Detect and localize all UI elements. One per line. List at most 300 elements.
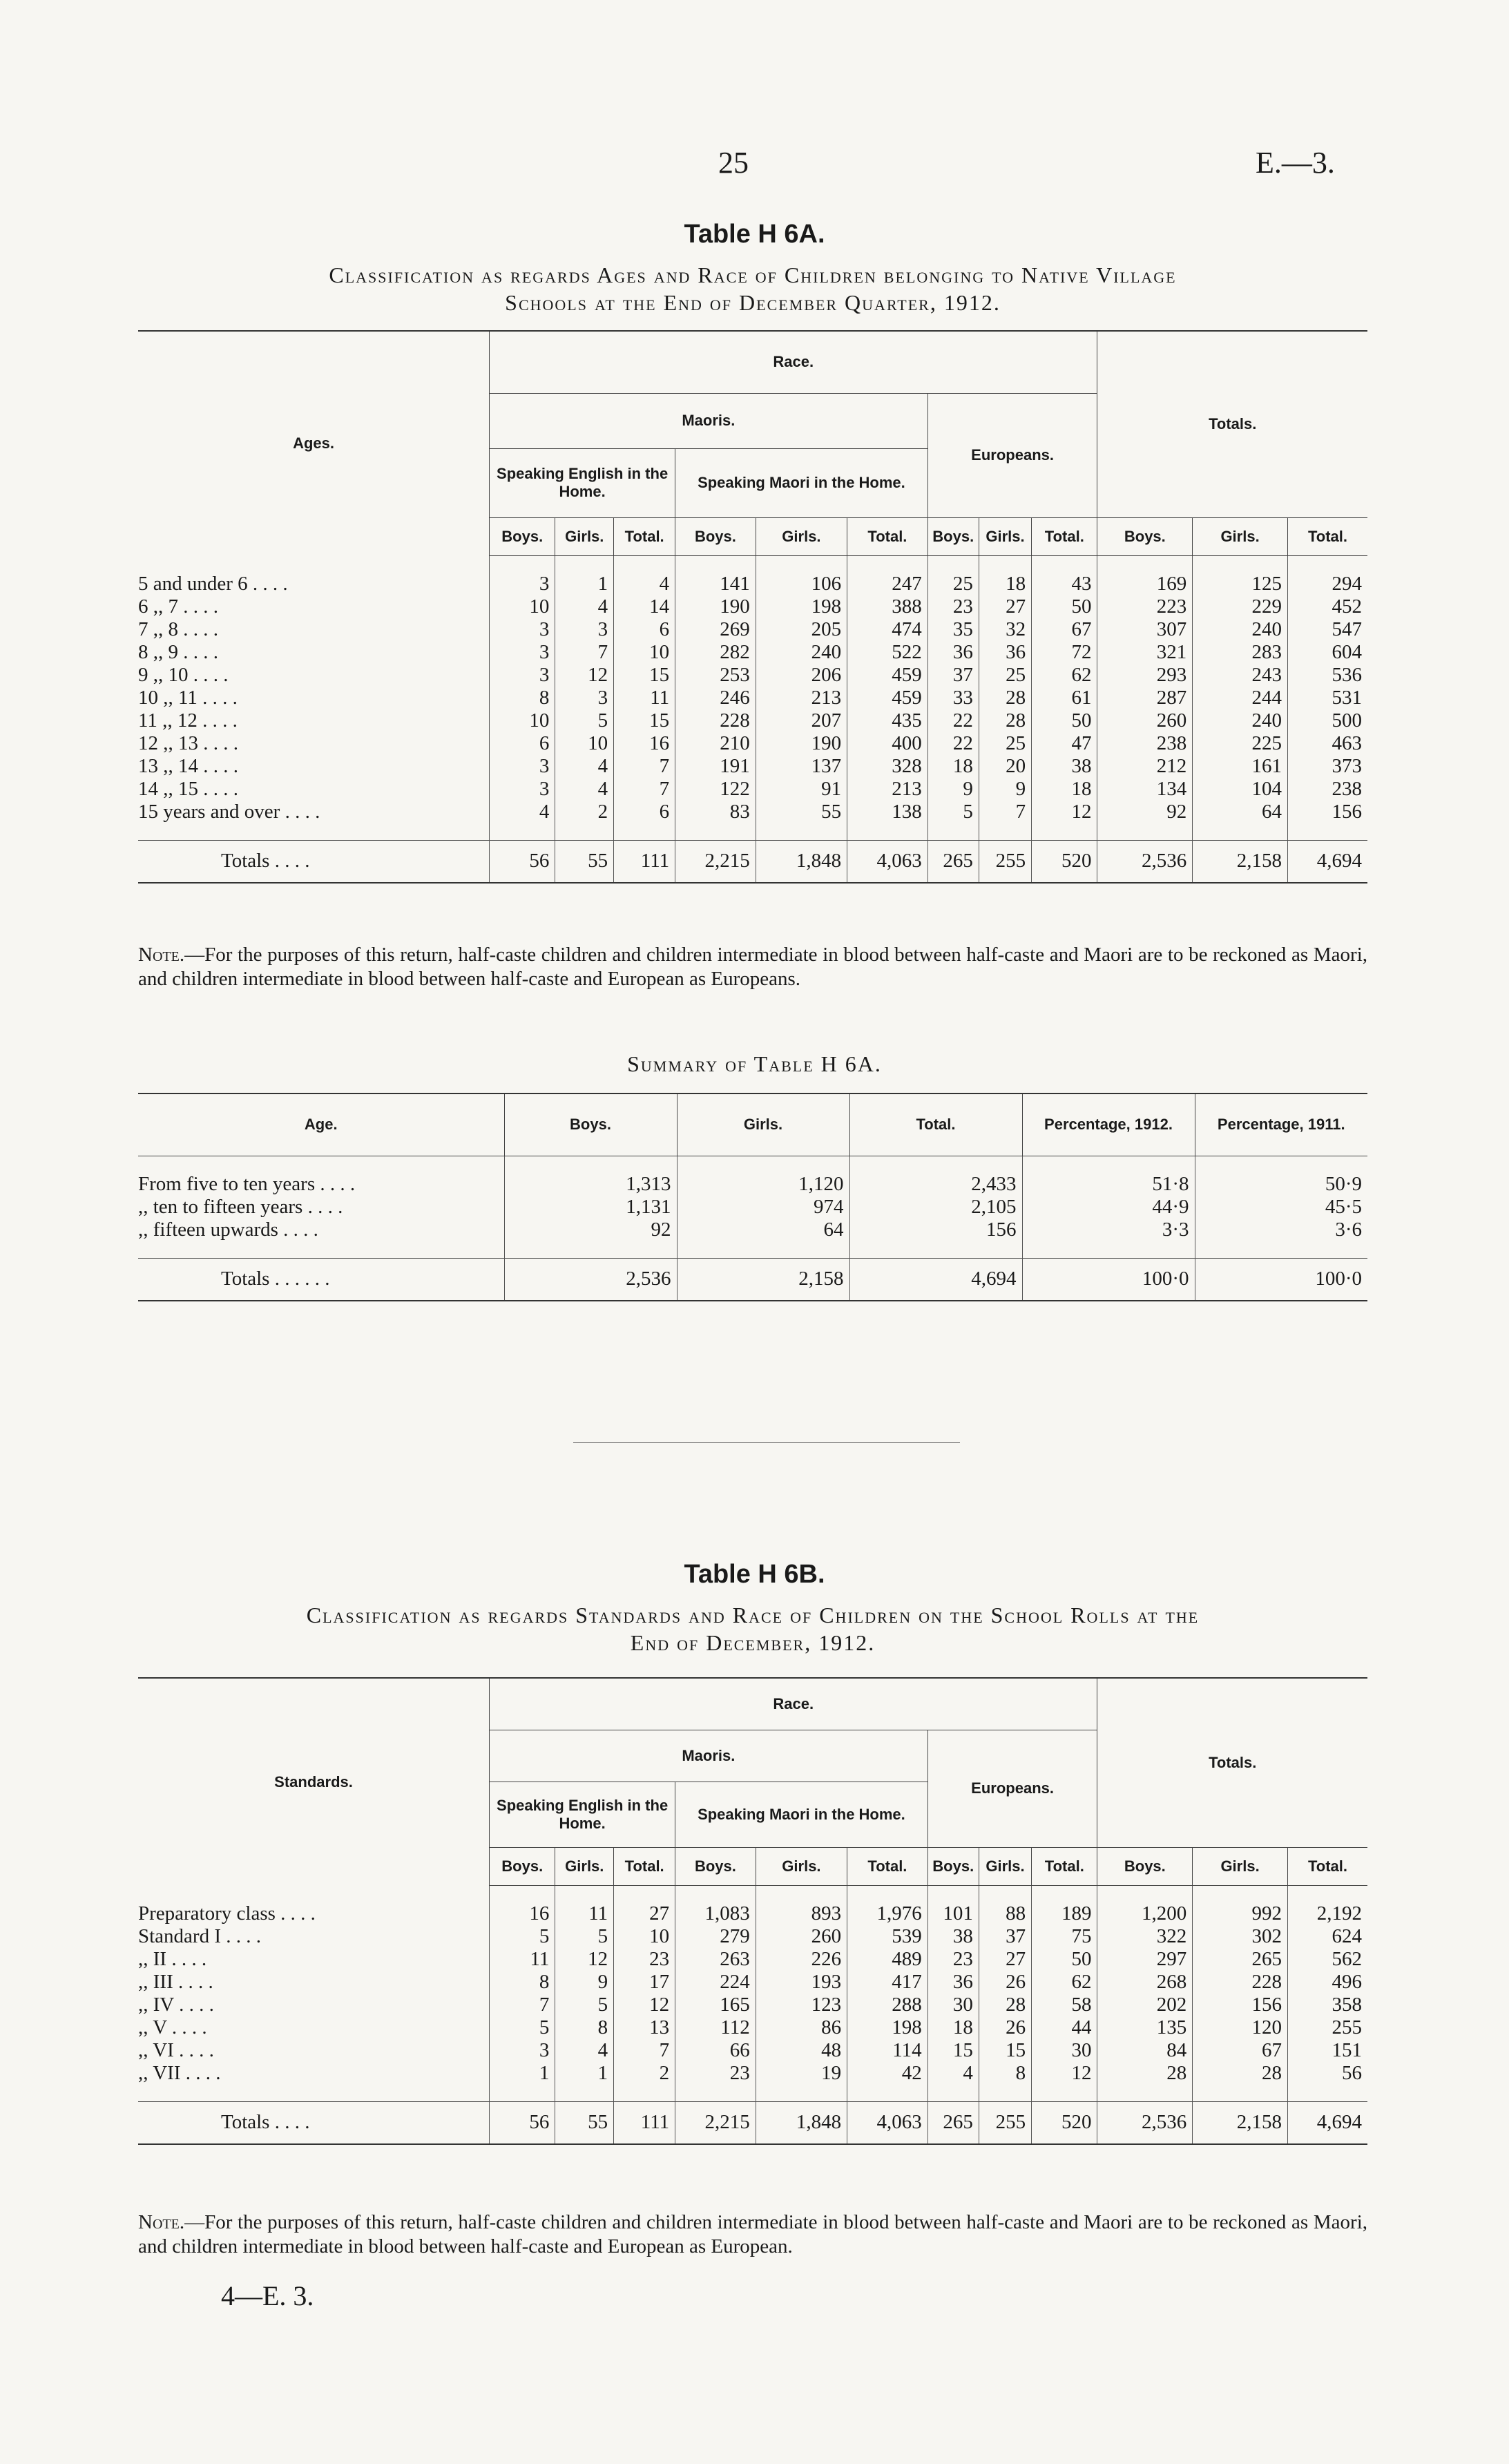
cell-value: 240 [756, 641, 847, 664]
cell-value: 22 [927, 732, 979, 755]
row-label: ,, V . . . . [138, 2016, 207, 2038]
cell-value: 67 [1193, 2039, 1288, 2062]
cell-value: 246 [675, 687, 756, 709]
table-a-heading-line1: Classification as regards Ages and Race of Children belonging to Native Village [329, 262, 1177, 287]
cell-value: 19 [756, 2062, 847, 2085]
table-row [138, 618, 1367, 641]
cell-value: 228 [675, 709, 756, 732]
cell-value: 604 [1287, 641, 1367, 664]
cell-value: 496 [1287, 1971, 1367, 1994]
cell-value: 64 [677, 1219, 849, 1241]
cell-value: 18 [927, 2016, 979, 2039]
cell-value: 104 [1193, 778, 1288, 801]
cell-value: 974 [677, 1196, 849, 1219]
sub-girls: Girls. [555, 1847, 614, 1885]
table-b-col-speak-maori: Speaking Maori in the Home. [675, 1782, 928, 1847]
row-label: 10 ,, 11 . . . . [138, 686, 238, 709]
cell-value: 156 [849, 1219, 1022, 1241]
cell-value: 4 [555, 778, 614, 801]
table-b-col-totals: Totals. [1097, 1678, 1367, 1847]
cell-value: 30 [927, 1994, 979, 2016]
cell-value: 28 [1193, 2062, 1288, 2085]
cell-value: 169 [1097, 573, 1193, 595]
cell-value: 28 [979, 687, 1031, 709]
cell-value: 25 [979, 732, 1031, 755]
cell-value: 125 [1193, 573, 1288, 595]
cell-value: 400 [847, 732, 928, 755]
row-label: 11 ,, 12 . . . . [138, 709, 238, 732]
cell-value: 156 [1193, 1994, 1288, 2016]
table-b-note-lead: Note. [138, 2211, 185, 2233]
cell-value: 134 [1097, 778, 1193, 801]
table-b-col-europeans: Europeans. [927, 1730, 1097, 1847]
table-b [138, 1677, 1367, 2145]
table-row [138, 732, 1367, 755]
cell-value: 547 [1287, 618, 1367, 641]
table-row [138, 573, 1367, 595]
cell-value: 165 [675, 1994, 756, 2016]
cell-value: 55 [555, 840, 614, 883]
summary-header-row [138, 1093, 1367, 1156]
cell-value: 141 [675, 573, 756, 595]
row-label: ,, IV . . . . [138, 1993, 214, 2016]
cell-value: 189 [1032, 1902, 1097, 1925]
table-b-col-maoris: Maoris. [490, 1730, 928, 1782]
cell-value: 263 [675, 1948, 756, 1971]
cell-value: 2,433 [849, 1173, 1022, 1196]
cell-value: 225 [1193, 732, 1288, 755]
cell-value: 16 [490, 1902, 555, 1925]
table-row [138, 1196, 1367, 1219]
cell-value: 36 [927, 641, 979, 664]
cell-value: 5 [490, 2016, 555, 2039]
cell-value: 42 [847, 2062, 928, 2085]
cell-value: 37 [979, 1925, 1031, 1948]
cell-value: 75 [1032, 1925, 1097, 1948]
cell-value: 15 [927, 2039, 979, 2062]
cell-value: 4,694 [1287, 2101, 1367, 2144]
cell-value: 226 [756, 1948, 847, 1971]
cell-value: 255 [979, 2101, 1031, 2144]
cell-value: 67 [1032, 618, 1097, 641]
cell-value: 190 [675, 595, 756, 618]
cell-value: 106 [756, 573, 847, 595]
cell-value: 11 [490, 1948, 555, 1971]
cell-value: 3·3 [1022, 1219, 1195, 1241]
cell-value: 114 [847, 2039, 928, 2062]
cell-value: 489 [847, 1948, 928, 1971]
cell-value: 2,158 [1193, 840, 1288, 883]
cell-value: 1 [555, 573, 614, 595]
table-row [138, 1902, 1367, 1925]
table-a-col-speak-english: Speaking English in the Home. [490, 448, 675, 517]
cell-value: 2,536 [1097, 2101, 1193, 2144]
cell-value: 5 [555, 1925, 614, 1948]
sub-total: Total. [1032, 1847, 1097, 1885]
cell-value: 265 [927, 840, 979, 883]
table-b-col-standards: Standards. [274, 1773, 353, 1790]
cell-value: 5 [490, 1925, 555, 1948]
cell-value: 1,120 [677, 1173, 849, 1196]
cell-value: 8 [979, 2062, 1031, 2085]
table-a-caption: Table H 6A. [684, 220, 825, 249]
table-row [138, 595, 1367, 618]
cell-value: 435 [847, 709, 928, 732]
cell-value: 1,131 [504, 1196, 677, 1219]
cell-value: 229 [1193, 595, 1288, 618]
summary-col-header: Girls. [677, 1093, 849, 1156]
cell-value: 4,694 [849, 1258, 1022, 1301]
sub-total: Total. [614, 517, 675, 555]
table-a-note-lead: Note. [138, 944, 185, 966]
cell-value: 223 [1097, 595, 1193, 618]
cell-value: 3·6 [1195, 1219, 1367, 1241]
row-label: 14 ,, 15 . . . . [138, 777, 238, 800]
cell-value: 4 [490, 801, 555, 823]
cell-value: 156 [1287, 801, 1367, 823]
cell-value: 7 [614, 778, 675, 801]
summary-col-header: Total. [849, 1093, 1022, 1156]
cell-value: 23 [614, 1948, 675, 1971]
section-divider [573, 1442, 960, 1443]
cell-value: 10 [490, 595, 555, 618]
cell-value: 37 [927, 664, 979, 687]
cell-value: 20 [979, 755, 1031, 778]
cell-value: 3 [490, 618, 555, 641]
table-row [138, 1173, 1367, 1196]
cell-value: 4 [555, 2039, 614, 2062]
cell-value: 3 [490, 573, 555, 595]
cell-value: 50 [1032, 1948, 1097, 1971]
cell-value: 161 [1193, 755, 1288, 778]
cell-value: 321 [1097, 641, 1193, 664]
cell-value: 56 [490, 2101, 555, 2144]
row-label: 6 ,, 7 . . . . [138, 595, 218, 618]
cell-value: 240 [1193, 618, 1288, 641]
table-b-col-speak-english: Speaking English in the Home. [490, 1782, 675, 1847]
cell-value: 205 [756, 618, 847, 641]
cell-value: 15 [979, 2039, 1031, 2062]
cell-value: 12 [555, 664, 614, 687]
table-row [138, 1948, 1367, 1971]
cell-value: 1,976 [847, 1902, 928, 1925]
cell-value: 1,848 [756, 2101, 847, 2144]
cell-value: 3 [490, 641, 555, 664]
cell-value: 190 [756, 732, 847, 755]
table-a-totals-row [138, 840, 1367, 883]
cell-value: 240 [1193, 709, 1288, 732]
cell-value: 50 [1032, 709, 1097, 732]
cell-value: 268 [1097, 1971, 1193, 1994]
table-row [138, 2039, 1367, 2062]
cell-value: 2,105 [849, 1196, 1022, 1219]
cell-value: 3 [490, 664, 555, 687]
cell-value: 16 [614, 732, 675, 755]
cell-value: 3 [490, 755, 555, 778]
cell-value: 47 [1032, 732, 1097, 755]
summary-table [138, 1093, 1367, 1301]
table-a-heading [138, 261, 1367, 316]
cell-value: 7 [555, 641, 614, 664]
cell-value: 1,083 [675, 1902, 756, 1925]
sub-girls: Girls. [555, 517, 614, 555]
cell-value: 23 [927, 595, 979, 618]
cell-value: 2 [555, 801, 614, 823]
cell-value: 138 [847, 801, 928, 823]
table-b-caption: Table H 6B. [684, 1560, 825, 1589]
cell-value: 500 [1287, 709, 1367, 732]
cell-value: 8 [555, 2016, 614, 2039]
cell-value: 26 [979, 2016, 1031, 2039]
cell-value: 562 [1287, 1948, 1367, 1971]
cell-value: 120 [1193, 2016, 1288, 2039]
cell-value: 111 [614, 2101, 675, 2144]
cell-value: 463 [1287, 732, 1367, 755]
cell-value: 255 [979, 840, 1031, 883]
table-a-col-totals: Totals. [1097, 331, 1367, 517]
cell-value: 893 [756, 1902, 847, 1925]
cell-value: 43 [1032, 573, 1097, 595]
row-label: ,, II . . . . [138, 1947, 207, 1970]
cell-value: 92 [1097, 801, 1193, 823]
table-row [138, 755, 1367, 778]
table-row [138, 641, 1367, 664]
cell-value: 1,848 [756, 840, 847, 883]
row-label: ,, ten to fifteen years . . . . [138, 1195, 343, 1218]
cell-value: 7 [614, 2039, 675, 2062]
cell-value: 137 [756, 755, 847, 778]
cell-value: 287 [1097, 687, 1193, 709]
cell-value: 5 [927, 801, 979, 823]
cell-value: 6 [490, 732, 555, 755]
cell-value: 112 [675, 2016, 756, 2039]
cell-value: 10 [490, 709, 555, 732]
cell-value: 5 [555, 709, 614, 732]
cell-value: 32 [979, 618, 1031, 641]
cell-value: 1,313 [504, 1173, 677, 1196]
table-b-heading [138, 1601, 1367, 1656]
cell-value: 4 [555, 595, 614, 618]
cell-value: 213 [847, 778, 928, 801]
cell-value: 198 [756, 595, 847, 618]
sub-boys: Boys. [490, 1847, 555, 1885]
cell-value: 210 [675, 732, 756, 755]
cell-value: 91 [756, 778, 847, 801]
cell-value: 23 [675, 2062, 756, 2085]
cell-value: 9 [979, 778, 1031, 801]
cell-value: 8 [490, 1971, 555, 1994]
cell-value: 36 [927, 1971, 979, 1994]
sub-boys: Boys. [927, 517, 979, 555]
cell-value: 44 [1032, 2016, 1097, 2039]
cell-value: 536 [1287, 664, 1367, 687]
cell-value: 244 [1193, 687, 1288, 709]
row-label: 12 ,, 13 . . . . [138, 732, 238, 754]
table-row [138, 778, 1367, 801]
cell-value: 522 [847, 641, 928, 664]
table-b-note-text: —For the purposes of this return, half-caste children and children intermediate in blood between half-caste and Maori are to be reckoned as Maori, and children intermediate in blood between half-caste and European as European. [138, 2211, 1367, 2257]
cell-value: 1,200 [1097, 1902, 1193, 1925]
row-label: 13 ,, 14 . . . . [138, 754, 238, 777]
sub-girls: Girls. [1193, 517, 1288, 555]
cell-value: 459 [847, 664, 928, 687]
cell-value: 2,215 [675, 2101, 756, 2144]
sub-girls: Girls. [979, 517, 1031, 555]
cell-value: 8 [490, 687, 555, 709]
cell-value: 25 [979, 664, 1031, 687]
cell-value: 9 [555, 1971, 614, 1994]
cell-value: 328 [847, 755, 928, 778]
cell-value: 15 [614, 664, 675, 687]
cell-value: 3 [555, 687, 614, 709]
cell-value: 100·0 [1022, 1258, 1195, 1301]
cell-value: 28 [1097, 2062, 1193, 2085]
cell-value: 64 [1193, 801, 1288, 823]
cell-value: 12 [614, 1994, 675, 2016]
cell-value: 23 [927, 1948, 979, 1971]
sub-boys: Boys. [927, 1847, 979, 1885]
cell-value: 58 [1032, 1994, 1097, 2016]
cell-value: 14 [614, 595, 675, 618]
cell-value: 18 [979, 573, 1031, 595]
table-row [138, 664, 1367, 687]
cell-value: 62 [1032, 664, 1097, 687]
sub-boys: Boys. [1097, 517, 1193, 555]
cell-value: 17 [614, 1971, 675, 1994]
cell-value: 72 [1032, 641, 1097, 664]
table-a-col-europeans: Europeans. [927, 393, 1097, 517]
cell-value: 55 [555, 2101, 614, 2144]
cell-value: 1 [490, 2062, 555, 2085]
cell-value: 260 [1097, 709, 1193, 732]
cell-value: 151 [1287, 2039, 1367, 2062]
cell-value: 13 [614, 2016, 675, 2039]
cell-value: 50 [1032, 595, 1097, 618]
cell-value: 30 [1032, 2039, 1097, 2062]
cell-value: 2,192 [1287, 1902, 1367, 1925]
cell-value: 5 [555, 1994, 614, 2016]
cell-value: 111 [614, 840, 675, 883]
cell-value: 265 [927, 2101, 979, 2144]
cell-value: 224 [675, 1971, 756, 1994]
cell-value: 27 [979, 1948, 1031, 1971]
cell-value: 66 [675, 2039, 756, 2062]
cell-value: 243 [1193, 664, 1288, 687]
cell-value: 358 [1287, 1994, 1367, 2016]
cell-value: 307 [1097, 618, 1193, 641]
cell-value: 48 [756, 2039, 847, 2062]
summary-col-header: Percentage, 1912. [1022, 1093, 1195, 1156]
row-label: ,, III . . . . [138, 1970, 213, 1993]
cell-value: 50·9 [1195, 1173, 1367, 1196]
cell-value: 10 [614, 641, 675, 664]
cell-value: 6 [614, 801, 675, 823]
row-label: 9 ,, 10 . . . . [138, 663, 229, 686]
sub-total: Total. [1287, 517, 1367, 555]
cell-value: 12 [1032, 2062, 1097, 2085]
table-row [138, 801, 1367, 823]
cell-value: 2,158 [677, 1258, 849, 1301]
cell-value: 86 [756, 2016, 847, 2039]
document-reference: E.—3. [1256, 146, 1335, 180]
cell-value: 3 [555, 618, 614, 641]
cell-value: 7 [979, 801, 1031, 823]
sub-girls: Girls. [756, 517, 847, 555]
cell-value: 260 [756, 1925, 847, 1948]
sub-boys: Boys. [675, 517, 756, 555]
row-label: ,, VII . . . . [138, 2061, 221, 2084]
row-label: ,, VI . . . . [138, 2038, 214, 2061]
cell-value: 45·5 [1195, 1196, 1367, 1219]
cell-value: 238 [1097, 732, 1193, 755]
cell-value: 27 [979, 595, 1031, 618]
sub-total: Total. [614, 1847, 675, 1885]
cell-value: 1 [555, 2062, 614, 2085]
summary-totals-row [138, 1258, 1367, 1301]
cell-value: 7 [614, 755, 675, 778]
row-label: Totals . . . . [138, 840, 490, 883]
cell-value: 35 [927, 618, 979, 641]
table-b-totals-row [138, 2101, 1367, 2144]
cell-value: 373 [1287, 755, 1367, 778]
cell-value: 62 [1032, 1971, 1097, 1994]
sub-total: Total. [1032, 517, 1097, 555]
cell-value: 520 [1032, 2101, 1097, 2144]
row-label: 7 ,, 8 . . . . [138, 618, 218, 640]
cell-value: 26 [979, 1971, 1031, 1994]
cell-value: 56 [1287, 2062, 1367, 2085]
cell-value: 265 [1193, 1948, 1288, 1971]
cell-value: 3 [490, 2039, 555, 2062]
summary-col-header: Age. [138, 1093, 504, 1156]
table-b-note [138, 2210, 1367, 2259]
cell-value: 228 [1193, 1971, 1288, 1994]
cell-value: 11 [555, 1902, 614, 1925]
cell-value: 193 [756, 1971, 847, 1994]
cell-value: 33 [927, 687, 979, 709]
table-row [138, 709, 1367, 732]
table-a-note [138, 943, 1367, 991]
table-b-heading-line1: Classification as regards Standards and Race of Children on the School Rolls at the [306, 1603, 1200, 1627]
cell-value: 83 [675, 801, 756, 823]
cell-value: 25 [927, 573, 979, 595]
summary-heading: Summary of Table H 6A. [627, 1051, 882, 1076]
cell-value: 474 [847, 618, 928, 641]
sub-total: Total. [847, 517, 928, 555]
table-a-heading-line2: Schools at the End of December Quarter, 1912. [505, 290, 1001, 315]
cell-value: 253 [675, 664, 756, 687]
cell-value: 15 [614, 709, 675, 732]
row-label: From five to ten years . . . . [138, 1172, 356, 1195]
sub-total: Total. [847, 1847, 928, 1885]
cell-value: 7 [490, 1994, 555, 2016]
cell-value: 322 [1097, 1925, 1193, 1948]
cell-value: 212 [1097, 755, 1193, 778]
cell-value: 4,063 [847, 840, 928, 883]
cell-value: 297 [1097, 1948, 1193, 1971]
cell-value: 283 [1193, 641, 1288, 664]
cell-value: 55 [756, 801, 847, 823]
table-row [138, 2016, 1367, 2039]
table-row [138, 1925, 1367, 1948]
cell-value: 51·8 [1022, 1173, 1195, 1196]
cell-value: 2,536 [1097, 840, 1193, 883]
table-row [138, 687, 1367, 709]
cell-value: 302 [1193, 1925, 1288, 1948]
cell-value: 2,536 [504, 1258, 677, 1301]
sub-boys: Boys. [675, 1847, 756, 1885]
signature-mark: 4—E. 3. [221, 2280, 314, 2311]
